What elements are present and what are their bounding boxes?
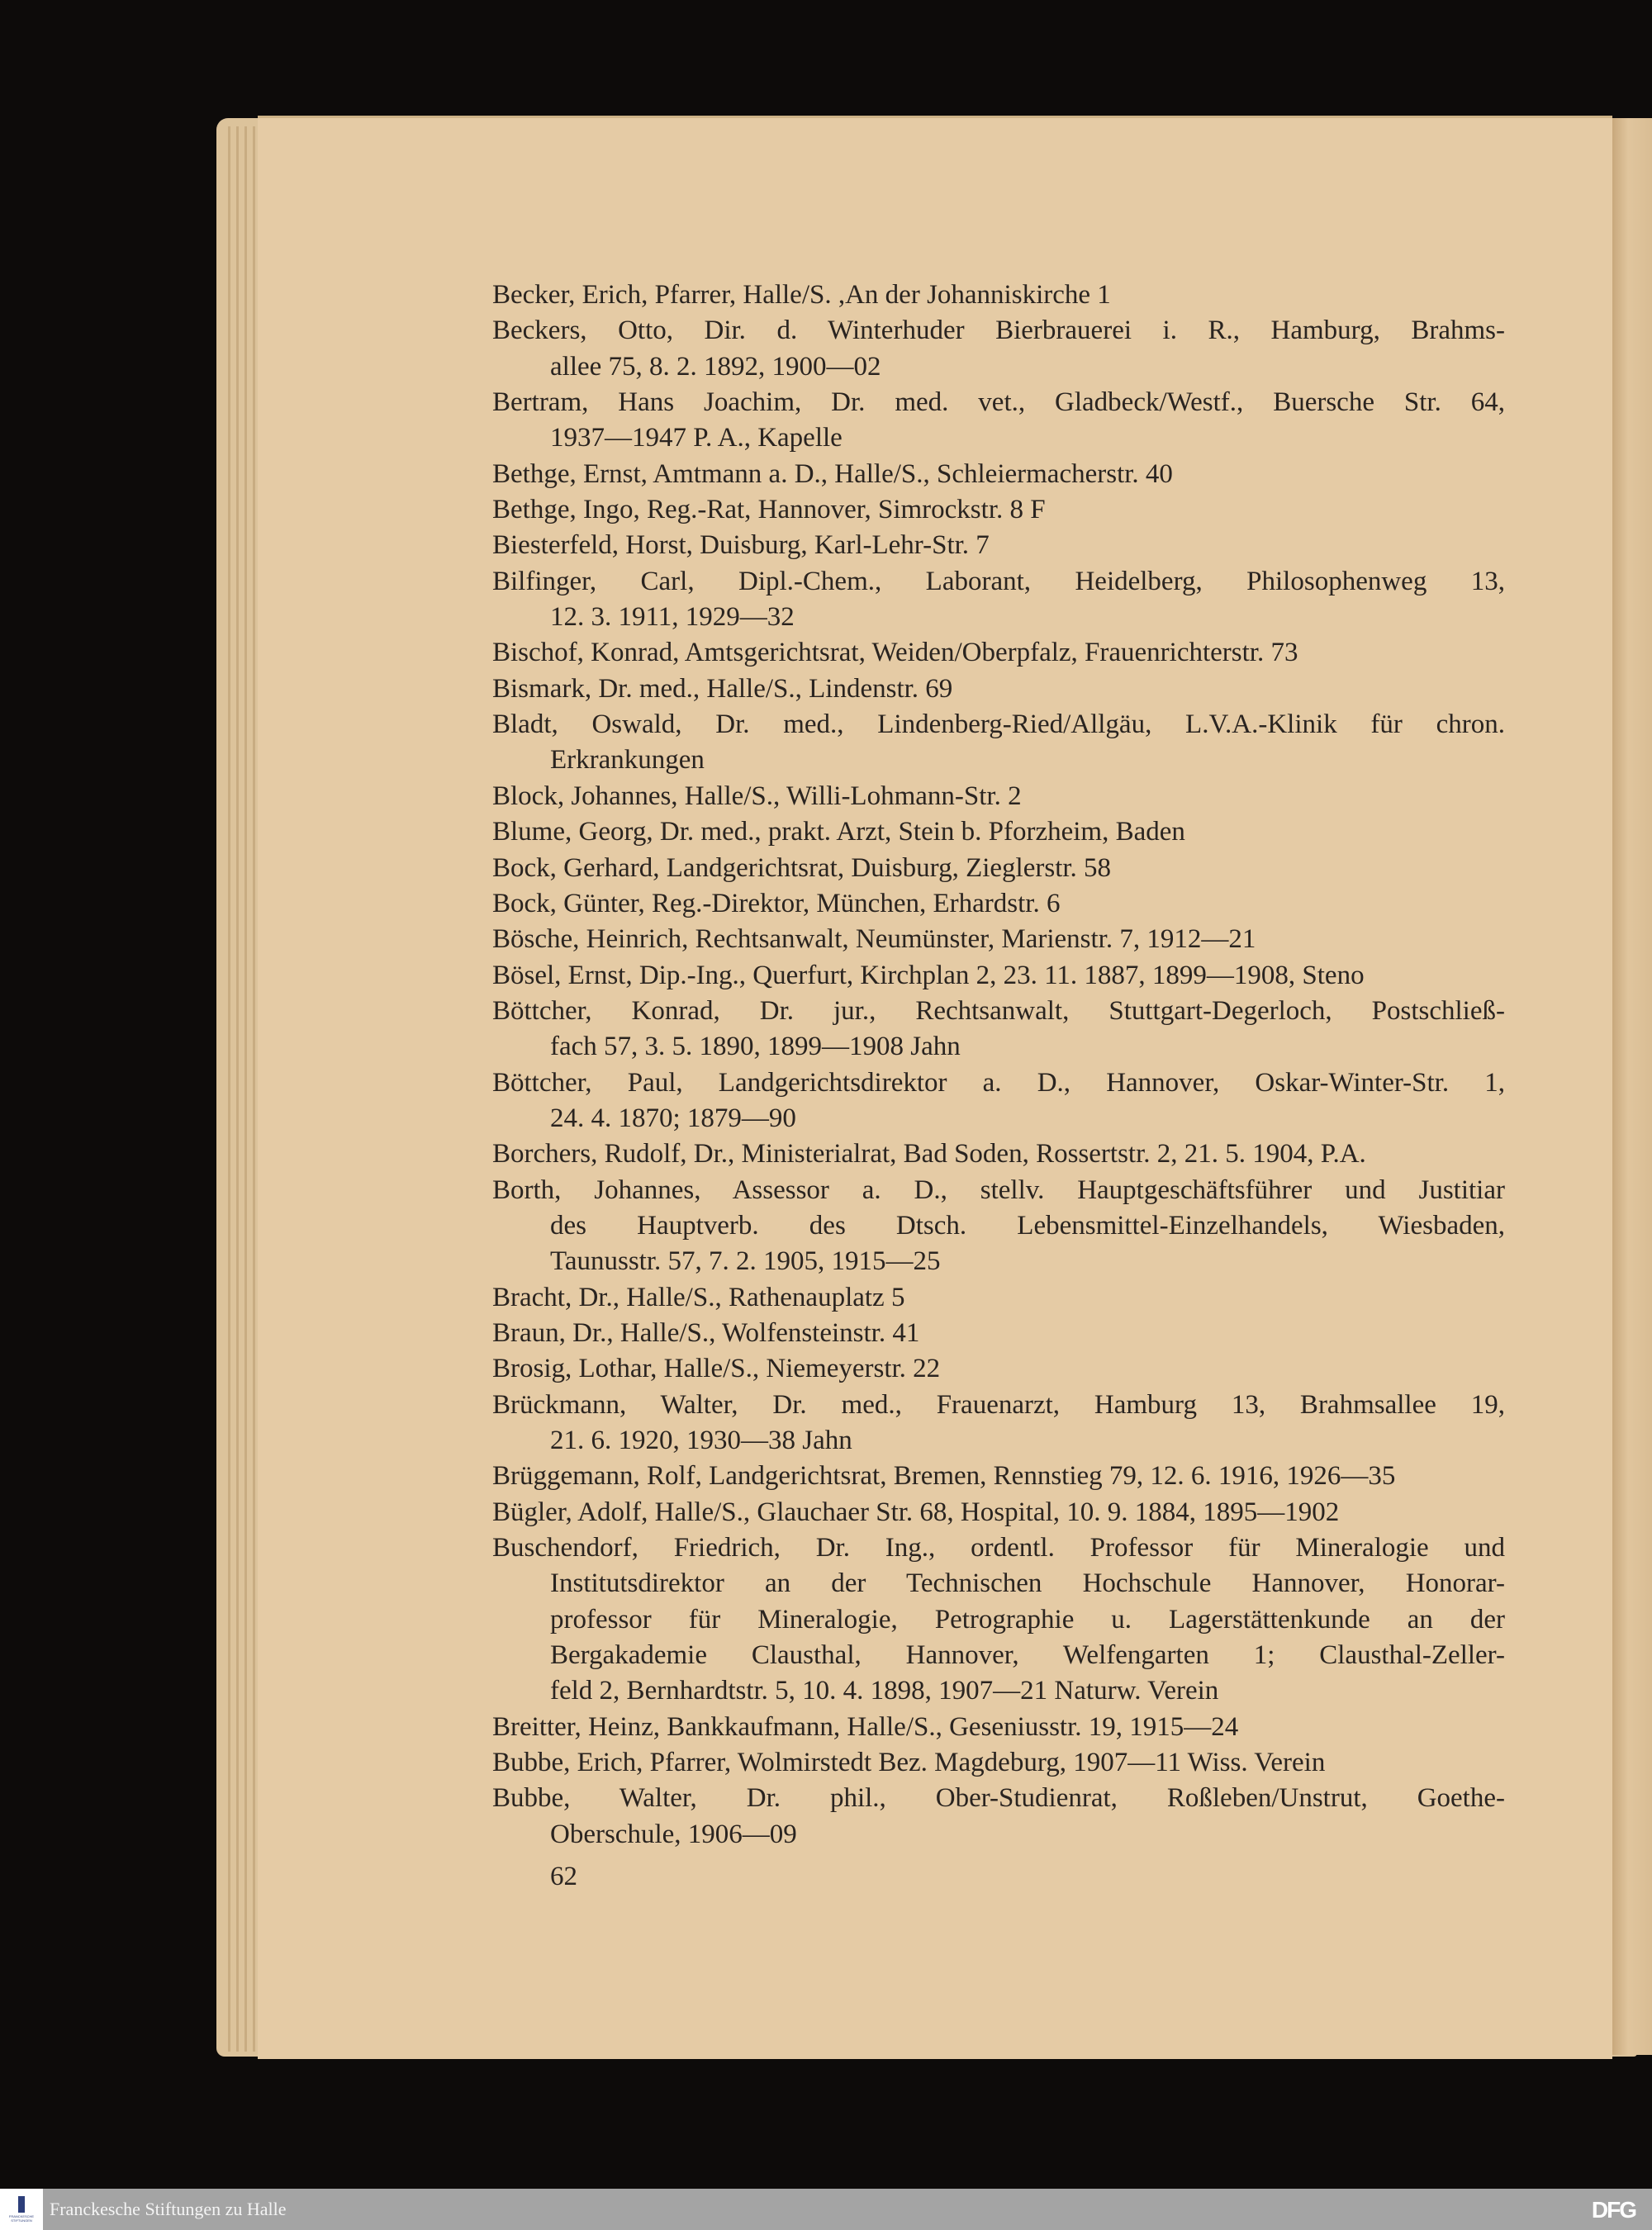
list-entry (492, 922, 1505, 957)
list-entry (492, 635, 1505, 671)
franckesche-stiftungen-logo (0, 2189, 43, 2230)
entry-continuation-line: 21. 6. 1920, 1930—38 Jahn (550, 1426, 852, 1455)
entry-line: Brosig, Lothar, Halle/S., Niemeyerstr. 22 (492, 1354, 941, 1384)
list-entry (492, 1173, 1505, 1280)
tower-icon (18, 2196, 25, 2213)
entry-continuation-line: Taunusstr. 57, 7. 2. 1905, 1915—25 (550, 1246, 941, 1277)
entry-line: Böttcher, Paul, Landgerichtsdirektor a. D., Hannover, Oskar-Winter-Str. 1, (492, 1067, 1505, 1098)
entry-continuation-line: feld 2, Bernhardtstr. 5, 10. 4. 1898, 1907—21 Naturw. Verein (550, 1676, 1219, 1706)
entry-line: Bubbe, Erich, Pfarrer, Wolmirstedt Bez. Magdeburg, 1907—11 Wiss. Verein (492, 1748, 1326, 1778)
page-edge-line (253, 126, 255, 2052)
viewer-footer (0, 2189, 1652, 2230)
page-edge-line (236, 126, 239, 2052)
page-number: 62 (550, 1862, 577, 1892)
list-entry (492, 1530, 1505, 1710)
list-entry (492, 994, 1505, 1065)
entry-line: Bubbe, Walter, Dr. phil., Ober-Studienrat, Roßleben/Unstrut, Goethe- (492, 1783, 1505, 1814)
entry-continuation-line: Bergakademie Clausthal, Hannover, Welfengarten 1; Clausthal-Zeller- (550, 1640, 1505, 1671)
entry-line: Bethge, Ingo, Reg.-Rat, Hannover, Simrockstr. 8 F (492, 495, 1046, 525)
dfg-logo: DFG (1591, 2197, 1635, 2223)
list-entry (492, 1351, 1505, 1387)
logo-text: STIFTUNGEN (11, 2218, 32, 2223)
entry-line: Buschendorf, Friedrich, Dr. Ing., ordentl. Professor für Mineralogie und (492, 1533, 1505, 1563)
entry-continuation-line: 12. 3. 1911, 1929—32 (550, 602, 795, 633)
entry-line: Bethge, Ernst, Amtmann a. D., Halle/S., Schleiermacherstr. 40 (492, 458, 1173, 489)
page-edge-line (244, 126, 247, 2052)
entry-line: Bock, Günter, Reg.-Direktor, München, Erhardstr. 6 (492, 888, 1061, 918)
list-entry (492, 1280, 1505, 1316)
list-entry (492, 385, 1505, 457)
list-entry (492, 457, 1505, 492)
entry-continuation-line: des Hauptverb. des Dtsch. Lebensmittel-Einzelhandels, Wiesbaden, (550, 1210, 1505, 1241)
entry-line: Bock, Gerhard, Landgerichtsrat, Duisburg, Zieglerstr. 58 (492, 852, 1112, 883)
list-entry (492, 1459, 1505, 1494)
entry-continuation-line: Oberschule, 1906—09 (550, 1819, 797, 1849)
list-entry (492, 814, 1505, 850)
entry-continuation-line: Erkrankungen (550, 745, 705, 776)
member-list (492, 278, 1505, 1895)
entry-line: Bracht, Dr., Halle/S., Rathenauplatz 5 (492, 1282, 905, 1312)
entry-line: Borth, Johannes, Assessor a. D., stellv. Hauptgeschäftsführer und Justitiar (492, 1174, 1505, 1205)
list-entry (492, 278, 1505, 313)
list-entry (492, 1316, 1505, 1351)
entry-line: Brückmann, Walter, Dr. med., Frauenarzt, Hamburg 13, Brahmsallee 19, (492, 1389, 1505, 1420)
list-entry (492, 671, 1505, 707)
list-entry (492, 779, 1505, 814)
book-gutter (1612, 118, 1652, 2055)
list-entry (492, 851, 1505, 886)
entry-line: Bertram, Hans Joachim, Dr. med. vet., Gladbeck/Westf., Buersche Str. 64, (492, 387, 1505, 418)
entry-line: Bladt, Oswald, Dr. med., Lindenberg-Ried/Allgäu, L.V.A.-Klinik für chron. (492, 709, 1505, 740)
entry-line: Bösche, Heinrich, Rechtsanwalt, Neumünster, Marienstr. 7, 1912—21 (492, 924, 1256, 955)
list-entry (492, 564, 1505, 636)
list-entry (492, 886, 1505, 922)
entry-continuation-line: Institutsdirektor an der Technischen Hochschule Hannover, Honorar- (550, 1568, 1505, 1599)
page-edge-line (228, 126, 230, 2052)
entry-line: Beckers, Otto, Dir. d. Winterhuder Bierbrauerei i. R., Hamburg, Brahms- (492, 316, 1505, 346)
entry-line: Borchers, Rudolf, Dr., Ministerialrat, Bad Soden, Rossertstr. 2, 21. 5. 1904, P.A. (492, 1139, 1366, 1170)
entry-continuation-line: professor für Mineralogie, Petrographie u. Lagerstättenkunde an der (550, 1604, 1505, 1635)
entry-line: Brüggemann, Rolf, Landgerichtsrat, Bremen, Rennstieg 79, 12. 6. 1916, 1926—35 (492, 1461, 1396, 1492)
entry-line: Blume, Georg, Dr. med., prakt. Arzt, Stein b. Pforzheim, Baden (492, 817, 1185, 847)
entry-line: Bösel, Ernst, Dip.-Ing., Querfurt, Kirchplan 2, 23. 11. 1887, 1899—1908, Steno (492, 960, 1365, 990)
entry-continuation-line: 24. 4. 1870; 1879—90 (550, 1103, 796, 1133)
entry-line: Biesterfeld, Horst, Duisburg, Karl-Lehr-Str. 7 (492, 530, 990, 561)
list-entry (492, 707, 1505, 779)
entry-line: Block, Johannes, Halle/S., Willi-Lohmann-Str. 2 (492, 780, 1022, 811)
entry-line: Breitter, Heinz, Bankkaufmann, Halle/S., Geseniusstr. 19, 1915—24 (492, 1711, 1239, 1742)
list-entry (492, 1745, 1505, 1781)
entry-continuation-line: fach 57, 3. 5. 1890, 1899—1908 Jahn (550, 1032, 961, 1062)
entry-line: Bilfinger, Carl, Dipl.-Chem., Laborant, Heidelberg, Philosophenweg 13, (492, 566, 1505, 596)
list-entry (492, 492, 1505, 528)
entry-line: Becker, Erich, Pfarrer, Halle/S. ,An der Johanniskirche 1 (492, 280, 1111, 310)
list-entry (492, 313, 1505, 385)
list-entry (492, 1781, 1505, 1853)
entry-continuation-line: 1937—1947 P. A., Kapelle (550, 423, 843, 453)
list-entry (492, 1136, 1505, 1172)
list-entry (492, 1388, 1505, 1459)
logo-text: FRANCKESCHE (8, 2214, 35, 2218)
entry-continuation-line: allee 75, 8. 2. 1892, 1900—02 (550, 351, 881, 382)
list-entry (492, 1495, 1505, 1530)
list-entry (492, 958, 1505, 994)
entry-line: Braun, Dr., Halle/S., Wolfensteinstr. 41 (492, 1317, 920, 1348)
institution-name: Franckesche Stiftungen zu Halle (50, 2199, 287, 2219)
list-entry (492, 1710, 1505, 1745)
list-entry (492, 1065, 1505, 1137)
entry-line: Bismark, Dr. med., Halle/S., Lindenstr. 69 (492, 673, 953, 704)
entry-line: Bügler, Adolf, Halle/S., Glauchaer Str. 68, Hospital, 10. 9. 1884, 1895—1902 (492, 1497, 1340, 1527)
entry-line: Bischof, Konrad, Amtsgerichtsrat, Weiden/Oberpfalz, Frauenrichterstr. 73 (492, 638, 1298, 668)
list-entry (492, 528, 1505, 563)
entry-line: Böttcher, Konrad, Dr. jur., Rechtsanwalt, Stuttgart-Degerloch, Postschließ- (492, 995, 1505, 1026)
